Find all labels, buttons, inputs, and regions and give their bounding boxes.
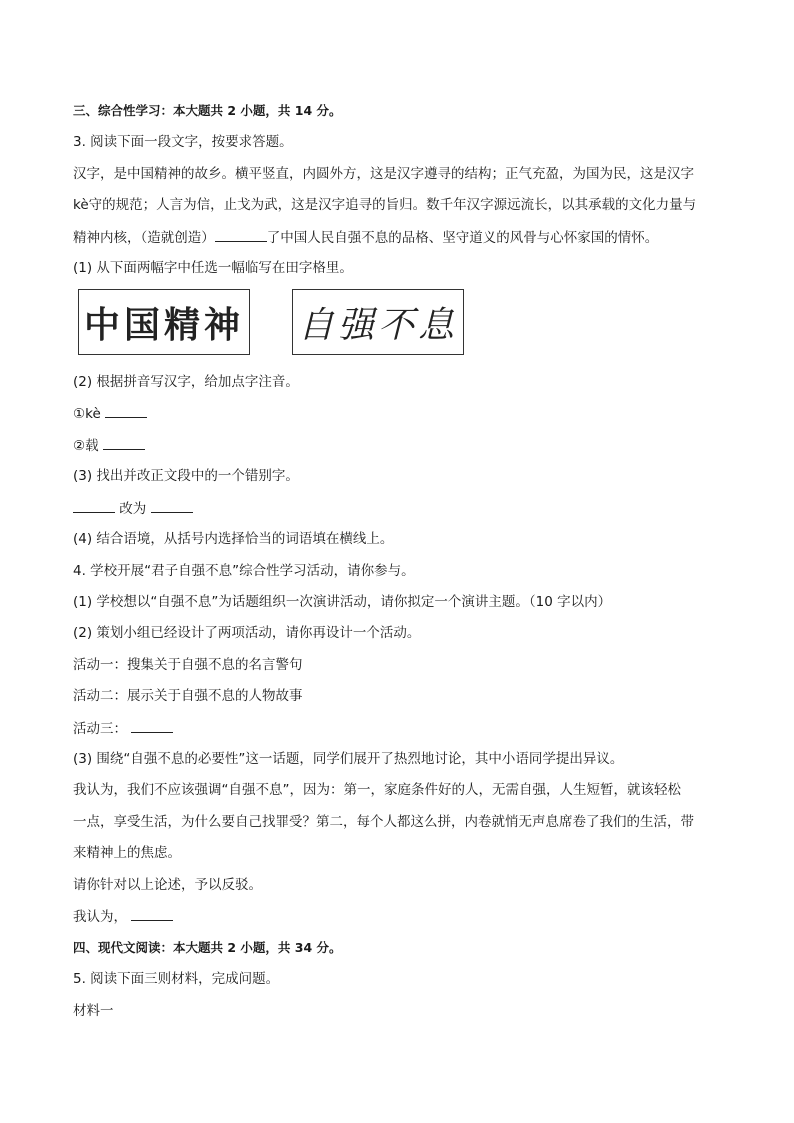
activity-3-label: 活动三： (73, 721, 127, 737)
material-1-label: 材料一 (73, 1003, 114, 1019)
q4-sub-question-3: (3) 围绕“自强不息的必要性”这一话题，同学们展开了热烈地讨论，其中小语同学提出异议。 (73, 751, 624, 767)
answer-blank[interactable] (105, 403, 147, 418)
sub-question-2: (2) 根据拼音写汉字，给加点字注音。 (73, 374, 299, 390)
answer-blank[interactable] (215, 227, 267, 242)
passage-line-3-end: 了中国人民自强不息的品格、坚守道义的风骨与心怀家国的情怀。 (266, 230, 659, 246)
pinyin-item-1-label: ①kè (73, 406, 101, 422)
pinyin-item-1 (73, 403, 723, 424)
answer-blank[interactable] (151, 498, 193, 513)
rebuttal-label: 我认为， (73, 909, 127, 925)
question-5-prompt: 5. 阅读下面三则材料，完成问题。 (73, 971, 280, 987)
passage-line-3 (73, 227, 723, 248)
pinyin-item-2-label: ②载 (73, 438, 99, 454)
question-4-prompt: 4. 学校开展“君子自强不息”综合性学习活动，请你参与。 (73, 563, 415, 579)
calligraphy-sample-ziqiang-buxi: 自强不息 (292, 289, 464, 355)
passage-line-1: 汉字，是中国精神的故乡。横平竖直，内圆外方，这是汉字遵寻的结构；正气充盈，为国为民，这是汉字 (73, 166, 694, 182)
activity-1: 活动一：搜集关于自强不息的名言警句 (73, 657, 303, 673)
answer-blank[interactable] (131, 906, 173, 921)
sub-question-1: (1) 从下面两幅字中任选一幅临写在田字格里。 (73, 260, 353, 276)
section-heading-four: 四、现代文阅读：本大题共 2 小题，共 34 分。 (73, 940, 342, 955)
q4-sub-question-1: (1) 学校想以“自强不息”为话题组织一次演讲活动，请你拟定一个演讲主题。（10 字以内） (73, 594, 612, 610)
answer-blank[interactable] (131, 718, 173, 733)
q4-sub-question-2: (2) 策划小组已经设计了两项活动，请你再设计一个活动。 (73, 625, 421, 641)
answer-blank[interactable] (73, 498, 115, 513)
sub-question-3: (3) 找出并改正文段中的一个错别字。 (73, 468, 299, 484)
activity-2: 活动二：展示关于自强不息的人物故事 (73, 688, 303, 704)
activity-3 (73, 718, 723, 739)
passage-line-2: kè守的规范；人言为信，止戈为武，这是汉字追寻的旨归。数千年汉字源远流长，以其承载的文化力量与 (73, 197, 697, 213)
question-3-prompt: 3. 阅读下面一段文字，按要求答题。 (73, 134, 293, 150)
calligraphy-sample-zhongguo-jingshen: 中国精神 (78, 289, 250, 355)
argument-line-1: 我认为，我们不应该强调“自强不息”，因为：第一，家庭条件好的人，无需自强，人生短暂，就该轻松 (73, 782, 681, 798)
correction-line (73, 498, 723, 519)
argument-line-2: 一点，享受生活，为什么要自己找罪受？第二，每个人都这么拼，内卷就悄无声息席卷了我们的生活，带 (73, 814, 694, 830)
section-heading-three: 三、综合性学习：本大题共 2 小题，共 14 分。 (73, 103, 342, 118)
rebuttal-answer-line (73, 906, 723, 927)
correction-label: 改为 (119, 501, 147, 517)
rebuttal-instruction: 请你针对以上论述，予以反驳。 (73, 877, 262, 893)
sub-question-4: (4) 结合语境，从括号内选择恰当的词语填在横线上。 (73, 531, 394, 547)
passage-line-3-start: 精神内核，（造就创造） (73, 230, 215, 246)
pinyin-item-2 (73, 435, 723, 456)
argument-line-3: 来精神上的焦虑。 (73, 845, 181, 861)
answer-blank[interactable] (103, 435, 145, 450)
